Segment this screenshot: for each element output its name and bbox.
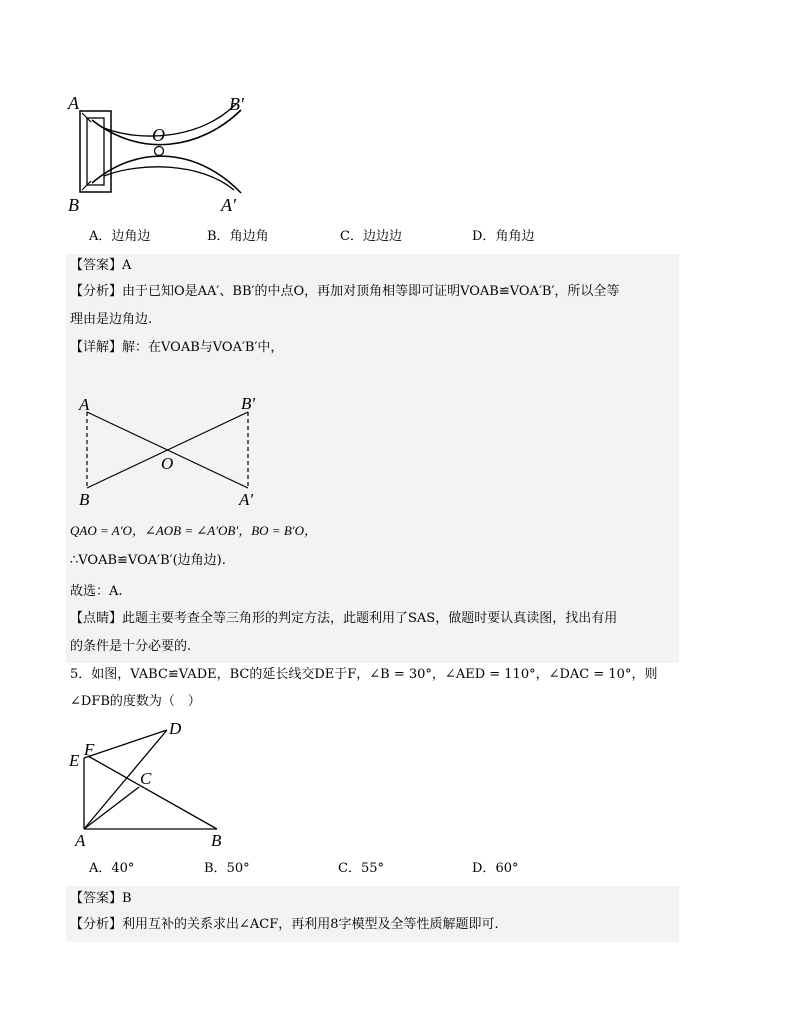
q5-option-a: A．40° [89,861,135,876]
label-A: A [75,831,86,850]
q5-stem-line2: ∠DFB的度数为（ ） [70,694,201,709]
q4-option-c: C．边边边 [340,229,402,244]
q4-option-d: D．角角边 [472,229,535,244]
q4-options [0,228,794,246]
label-C: C [140,769,152,788]
pivot-point [155,147,164,156]
q4-proof-line2: ∴VOAB≌VOA′B′(边角边). [70,553,226,568]
q4-analysis-line1: 【分析】由于已知O是AA′、BB′的中点O，再加对顶角相等即可证明VOAB≌VOA′B′，所以全等 [70,284,620,299]
label-B-prime: B′ [229,94,244,114]
q4-option-a: A．边角边 [89,229,151,244]
label-B: B [211,831,222,850]
q4-proof-line1: QAO = A′O，∠AOB = ∠A′OB′，BO = B′O， [70,523,317,538]
q4-detail: 【详解】解：在VOAB与VOA′B′中， [70,340,284,355]
label-A: A [79,395,90,414]
q5-analysis: 【分析】利用互补的关系求出∠ACF，再利用8字模型及全等性质解题即可. [70,917,499,932]
q5-stem-line1: 5．如图，VABC≌VADE，BC的延长线交DE于F，∠B = 30°，∠AED = 110°，∠DAC = 10°，则 [70,667,658,682]
segment-AD [84,730,167,829]
label-E: E [69,751,80,770]
label-B: B [68,195,79,215]
clamp-arm-lower [92,156,241,193]
q4-analysis-line2: 理由是边角边. [70,312,153,327]
segment-AC [84,787,139,829]
label-A: A [68,93,79,113]
q5-option-c: C．55° [338,861,384,876]
clamp-arm-upper-inner [104,104,236,136]
q4-option-b: B．角边角 [207,229,269,244]
q5-option-d: D．60° [472,861,519,876]
label-F: F [84,740,95,759]
label-B: B [79,490,90,509]
clamp-arm-lower-inner [104,167,234,190]
label-A-prime: A′ [239,490,254,509]
figure-bowtie [70,388,270,512]
q4-comment-line2: 的条件是十分必要的. [70,639,192,654]
q4-answer: 【答案】A [70,258,132,273]
figure-clamp [60,88,260,218]
q5-option-b: B．50° [204,861,250,876]
label-A-prime: A′ [221,195,236,215]
segment-FB [88,756,217,829]
q5-options [0,860,794,878]
figure-triangles [66,716,236,850]
clamp-arm-upper [92,110,241,145]
label-B-prime: B′ [241,394,256,413]
q4-choice: 故选：A. [70,584,123,599]
label-O: O [161,454,174,473]
q5-answer: 【答案】B [70,891,132,906]
label-D: D [169,719,182,738]
q4-comment-line1: 【点睛】此题主要考查全等三角形的判定方法，此题利用了SAS，做题时要认真读图，找出有用 [70,611,618,626]
label-O: O [152,125,165,145]
